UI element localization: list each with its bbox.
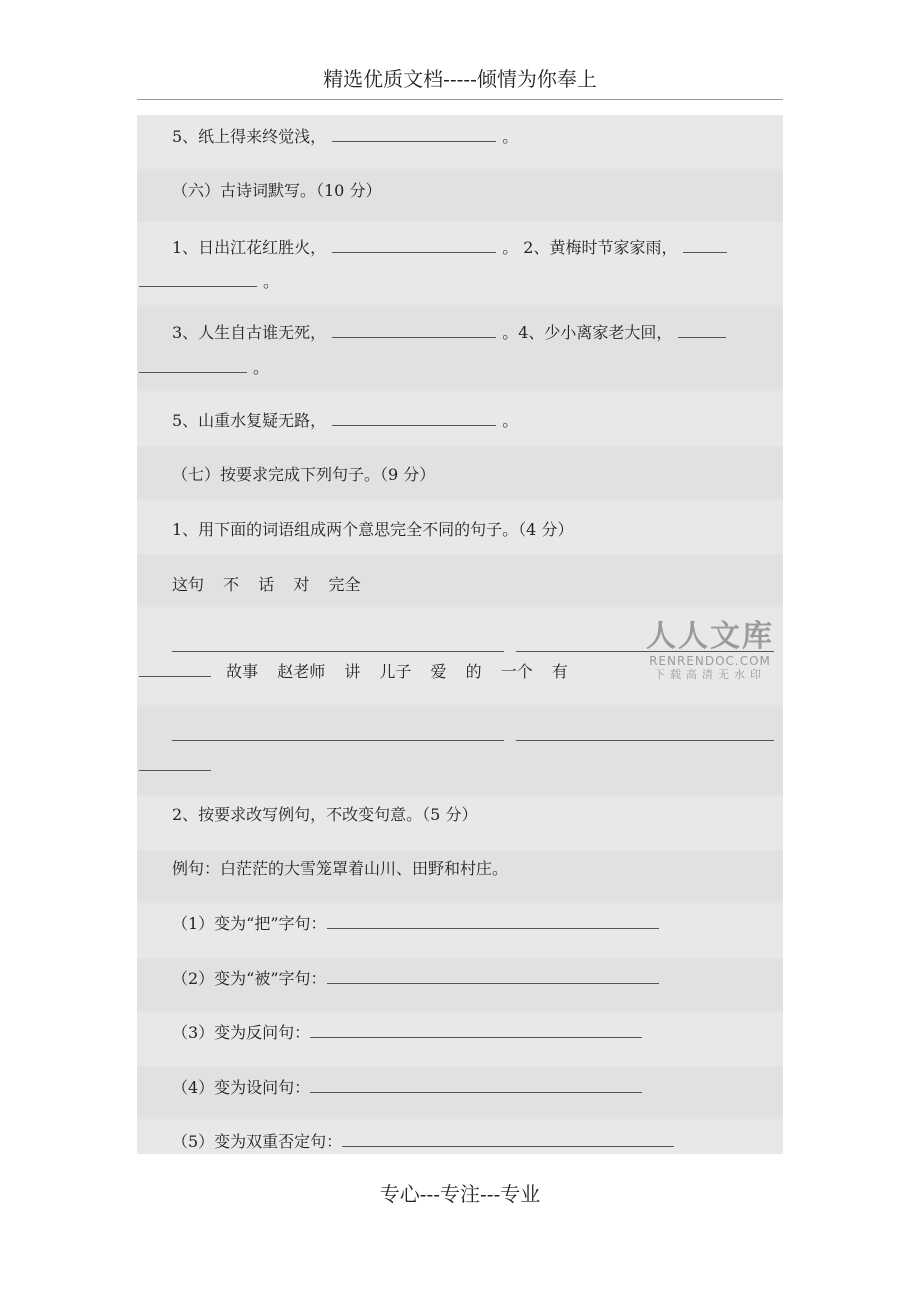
answer-blank[interactable] — [327, 971, 659, 984]
answer-blank[interactable] — [342, 1134, 674, 1147]
rewrite-item-3: （3）变为反问句： — [172, 1023, 648, 1043]
word-token: 讲 — [344, 662, 361, 681]
word-token: 一个 — [500, 662, 533, 681]
word-set-1 — [172, 575, 374, 595]
answer-blank[interactable] — [139, 758, 211, 771]
question-1-prompt: 1、用下面的词语组成两个意思完全不同的句子。（4 分） — [172, 520, 574, 539]
header-divider — [137, 99, 783, 100]
answer-blank[interactable] — [332, 413, 496, 426]
page-footer: 专心---专注---专业 — [379, 1182, 541, 1206]
answer-blank[interactable] — [516, 728, 774, 741]
question-text: 5、山重水复疑无路， — [172, 411, 327, 430]
answer-blank[interactable] — [332, 240, 496, 253]
rewrite-item-4: （4）变为设问句： — [172, 1078, 648, 1098]
poem-line-4-continued: 。 — [139, 358, 269, 378]
answer-blank[interactable] — [172, 639, 504, 652]
answer-blank[interactable] — [310, 1080, 642, 1093]
answer-blank[interactable] — [683, 240, 727, 253]
answer-blank[interactable] — [310, 1025, 642, 1038]
answer-lines-2 — [172, 726, 774, 746]
poem-line-5-mountain: 5、山重水复疑无路， 。 — [172, 411, 519, 430]
example-sentence: 例句：白茫茫的大雪笼罩着山川、田野和村庄。 — [172, 859, 509, 878]
word-token: 有 — [551, 662, 568, 681]
renrendoc-watermark-logo: 人人文库 RENRENDOC.COM 下载高清无水印 — [646, 619, 774, 681]
word-token: 不 — [223, 575, 240, 594]
poem-line-5-paper: 5、纸上得来终觉浅， 。 — [172, 127, 519, 146]
answer-blank[interactable] — [678, 325, 726, 338]
question-text: 3、人生自古谁无死， — [172, 323, 327, 342]
answer-blank[interactable] — [327, 916, 659, 929]
word-token: 爱 — [430, 662, 447, 681]
poem-line-3-4: 3、人生自古谁无死， 。4、少小离家老大回， — [172, 323, 726, 343]
word-token: 赵老师 — [277, 662, 326, 681]
answer-lines-2-continued — [139, 756, 217, 776]
word-token: 完全 — [328, 575, 361, 594]
question-2-prompt: 2、按要求改写例句，不改变句意。（5 分） — [172, 805, 478, 824]
rewrite-item-5: （5）变为双重否定句： — [172, 1132, 680, 1152]
word-token: 对 — [293, 575, 310, 594]
word-token: 话 — [258, 575, 275, 594]
answer-blank[interactable] — [332, 325, 496, 338]
word-token: 儿子 — [379, 662, 412, 681]
word-token: 的 — [465, 662, 482, 681]
answer-blank[interactable] — [172, 728, 504, 741]
word-token: 这句 — [172, 575, 205, 594]
poem-line-2-continued: 。 — [139, 272, 279, 292]
answer-blank[interactable] — [332, 129, 496, 142]
page-header: 精选优质文档-----倾情为你奉上 — [323, 67, 597, 91]
answer-blank[interactable] — [139, 664, 211, 677]
rewrite-item-1: （1）变为“把”字句： — [172, 914, 665, 934]
answer-blank[interactable] — [139, 360, 247, 373]
section-six-heading: （六）古诗词默写。（10 分） — [172, 181, 382, 200]
answer-blank[interactable] — [139, 274, 257, 287]
rewrite-item-2: （2）变为“被”字句： — [172, 969, 665, 989]
section-seven-heading: （七）按要求完成下列句子。（9 分） — [172, 465, 436, 484]
poem-line-1-2: 1、日出江花红胜火， 。 2、黄梅时节家家雨， — [172, 238, 727, 258]
word-token: 故事 — [226, 662, 259, 681]
question-text: 1、日出江花红胜火， — [172, 238, 327, 257]
question-text: 5、纸上得来终觉浅， — [172, 127, 327, 146]
word-set-2 — [139, 662, 582, 682]
